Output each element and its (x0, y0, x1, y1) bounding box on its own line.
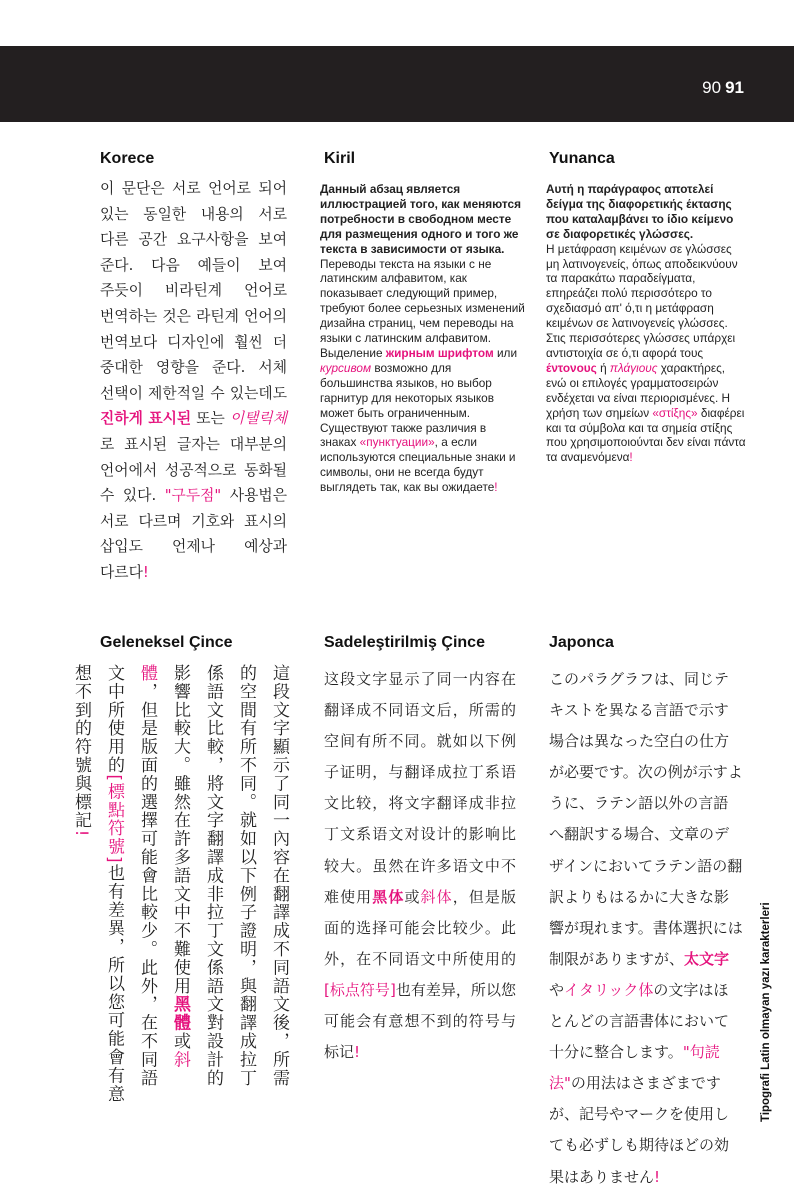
section-title-greek: Yunanca (549, 150, 615, 167)
korean-paragraph (100, 176, 287, 586)
section-title-japanese: Japonca (549, 634, 614, 651)
italic-sample: 斜体 (420, 887, 453, 906)
greek-paragraph (546, 182, 746, 465)
punctuation-sample: "구두점" (164, 487, 222, 505)
exclamation-mark: ! (142, 563, 149, 581)
text-run: 로 표시된 글자는 대부분의 언어에서 성공적으로 동화될 수 있다. (100, 435, 287, 505)
text-run: 也有差異，所以您可能會有意想不到的符號與標記 (71, 664, 124, 1104)
exclamation-mark: ! (629, 450, 633, 465)
text-run: или (493, 345, 518, 360)
italic-sample: 이탤릭체 (229, 410, 287, 428)
text-run: このパラグラフは、同じテキストを異なる言語で示す場合は異なった空白の仕方が必要です。次の例が示すように、ラテン語以外の言語へ翻訳する場合、文章のデザインにおいてラテン語の翻訳よりもはるかに大きな影響が現れます。書体選択には制限がありますが、 (549, 670, 743, 968)
exclamation-mark: ! (71, 829, 91, 838)
italic-sample: курсивом (320, 360, 372, 375)
punctuation-sample: «στίξης» (652, 405, 698, 420)
italic-sample: 斜體 (137, 664, 190, 1069)
cyrillic-paragraph (320, 182, 525, 495)
text-run: χαρακτήρες, ενώ οι επιλογές γραμματοσειρών ενδέχεται να είναι περιορισμένες. Η χρήση των σημείων (546, 360, 731, 420)
bold-sample: 太文字 (684, 949, 730, 968)
bold-sample: 黑體 (170, 995, 190, 1033)
text-run: Η μετάφραση κειμένων σε γλώσσες μη λατινογενείς, όπως αποδεικνύουν τα παρακάτω παραδείγματα, επηρεάζει πολύ περισσότερο το σχεδιασμό απ' ό,τι η μετάφραση κειμένων σε λατινογενείς γλώσσες. Στις περισσότερες γλώσσες υπάρχει αντιστοιχία σε ό,τι αφορά τους (546, 241, 738, 360)
bold-sample: 黑体 (372, 887, 405, 906)
text-run: 或 (170, 1032, 190, 1051)
simplified-chinese-paragraph (324, 664, 516, 1068)
japanese-paragraph (549, 664, 743, 1193)
text-run: の用法はさまざまですが、記号やマークを使用しても必ずしも期待ほどの効果はありません (549, 1074, 730, 1186)
bold-sample: 진하게 표시된 (100, 410, 192, 428)
text-run: 這段文字顯示了同一內容在翻譯成不同語文後，所需的空間有所不同。就如以下例子證明，與翻譯成拉丁係語文比較，將文字翻譯成非拉丁文係語文對設計的影響比較大。雖然在許多語文中不難使用 (170, 664, 289, 1088)
text-run: 또는 (191, 410, 230, 428)
text-run: 이 문단은 서로 언어로 되어 있는 동일한 내용의 서로 다른 공간 요구사항을 보여 준다. 다음 예들이 보여 주듯이 비라틴계 언어로 번역하는 것은 라틴계 언어의 번역보다 디자인에 훨씬 더 중대한 영향을 준다. 서체 선택이 제한적일 수 있는데도 (100, 180, 287, 402)
text-run: ，但是版面的选择可能会比较少。此外，在不同语文中所使用的 (324, 887, 516, 968)
intro-bold: Αυτή η παράγραφος αποτελεί δείγμα της διαφορετικής έκτασης που καταλαμβάνει το ίδιο κείμενο σε διαφορετικές γλώσσες. (546, 182, 734, 241)
text-run: 사용법은 서로 다르며 기호와 표시의 삽입도 언제나 예상과 다르다 (100, 487, 287, 581)
punctuation-sample: «пунктуации» (359, 435, 435, 450)
exclamation-mark: ! (354, 1043, 361, 1062)
intro-bold: Данный абзац является иллюстрацией того, как меняются потребности в свободном месте для размещения одного и того же текста в зависимости от языка. (320, 182, 521, 256)
exclamation-mark: ! (654, 1167, 661, 1186)
side-label: Tipografi Latin olmayan yazı karakterleri (760, 902, 772, 1122)
text-run: の文字はほとんどの言語書体において十分に整合します。 (549, 980, 730, 1062)
punctuation-sample: [标点符号] (324, 980, 396, 999)
section-title-simplified-chinese: Sadeleştirilmiş Çince (324, 634, 485, 651)
italic-sample: イタリック体 (564, 980, 654, 999)
punctuation-sample: "句読法" (549, 1043, 720, 1093)
text-run: διαφέρει και τα σύμβολα και τα σημεία στίξης που χρησιμοποιούνται δεν είναι πάντα τα αναμενόμενα (546, 405, 746, 465)
section-title-cyrillic: Kiril (324, 150, 356, 167)
text-run: や (549, 980, 565, 999)
header-bar (0, 46, 794, 122)
exclamation-mark: ! (494, 480, 498, 495)
punctuation-sample: [標點符號] (104, 774, 124, 865)
traditional-chinese-paragraph (71, 664, 295, 1104)
section-title-traditional-chinese: Geleneksel Çince (100, 634, 233, 651)
text-run: ή (596, 360, 610, 375)
text-run: ，但是版面的選擇可能會比較少。此外，在不同語文中所使用的 (104, 664, 157, 1088)
text-run: 也有差异，所以您可能会有意想不到的符号与标记 (324, 980, 516, 1062)
text-run: 这段文字显示了同一内容在翻译成不同语文后，所需的空间有所不同。就如以下例子证明，与翻译成拉丁系语文比较，将文字翻译成非拉丁文系语文对设计的影响比较大。虽然在许多语文中不难使用 (324, 670, 516, 906)
text-run: , а если используются специальные знаки и символы, они не всегда будут выглядеть так, как вы ожидаете (320, 435, 516, 495)
bold-sample: жирным шрифтом (385, 345, 494, 360)
text-run: 或 (404, 887, 421, 906)
text-run: возможно для большинства языков, но выбор гарнитур для некоторых языков может быть ограниченным. Существуют также различия в знаках (320, 360, 494, 450)
page-numbers (702, 78, 744, 98)
text-run: Переводы текста на языки с не латинским алфавитом, как показывает следующий пример, требуют более серьезных изменений дизайна страниц, чем переводы на языки с латинским алфавитом. Выделение (320, 256, 525, 360)
section-title-korean: Korece (100, 150, 155, 167)
current-page-number: 91 (725, 78, 744, 97)
bold-sample: έντονους (546, 360, 597, 375)
italic-sample: πλάγιους (609, 360, 658, 375)
prev-page-number: 90 (702, 78, 722, 97)
